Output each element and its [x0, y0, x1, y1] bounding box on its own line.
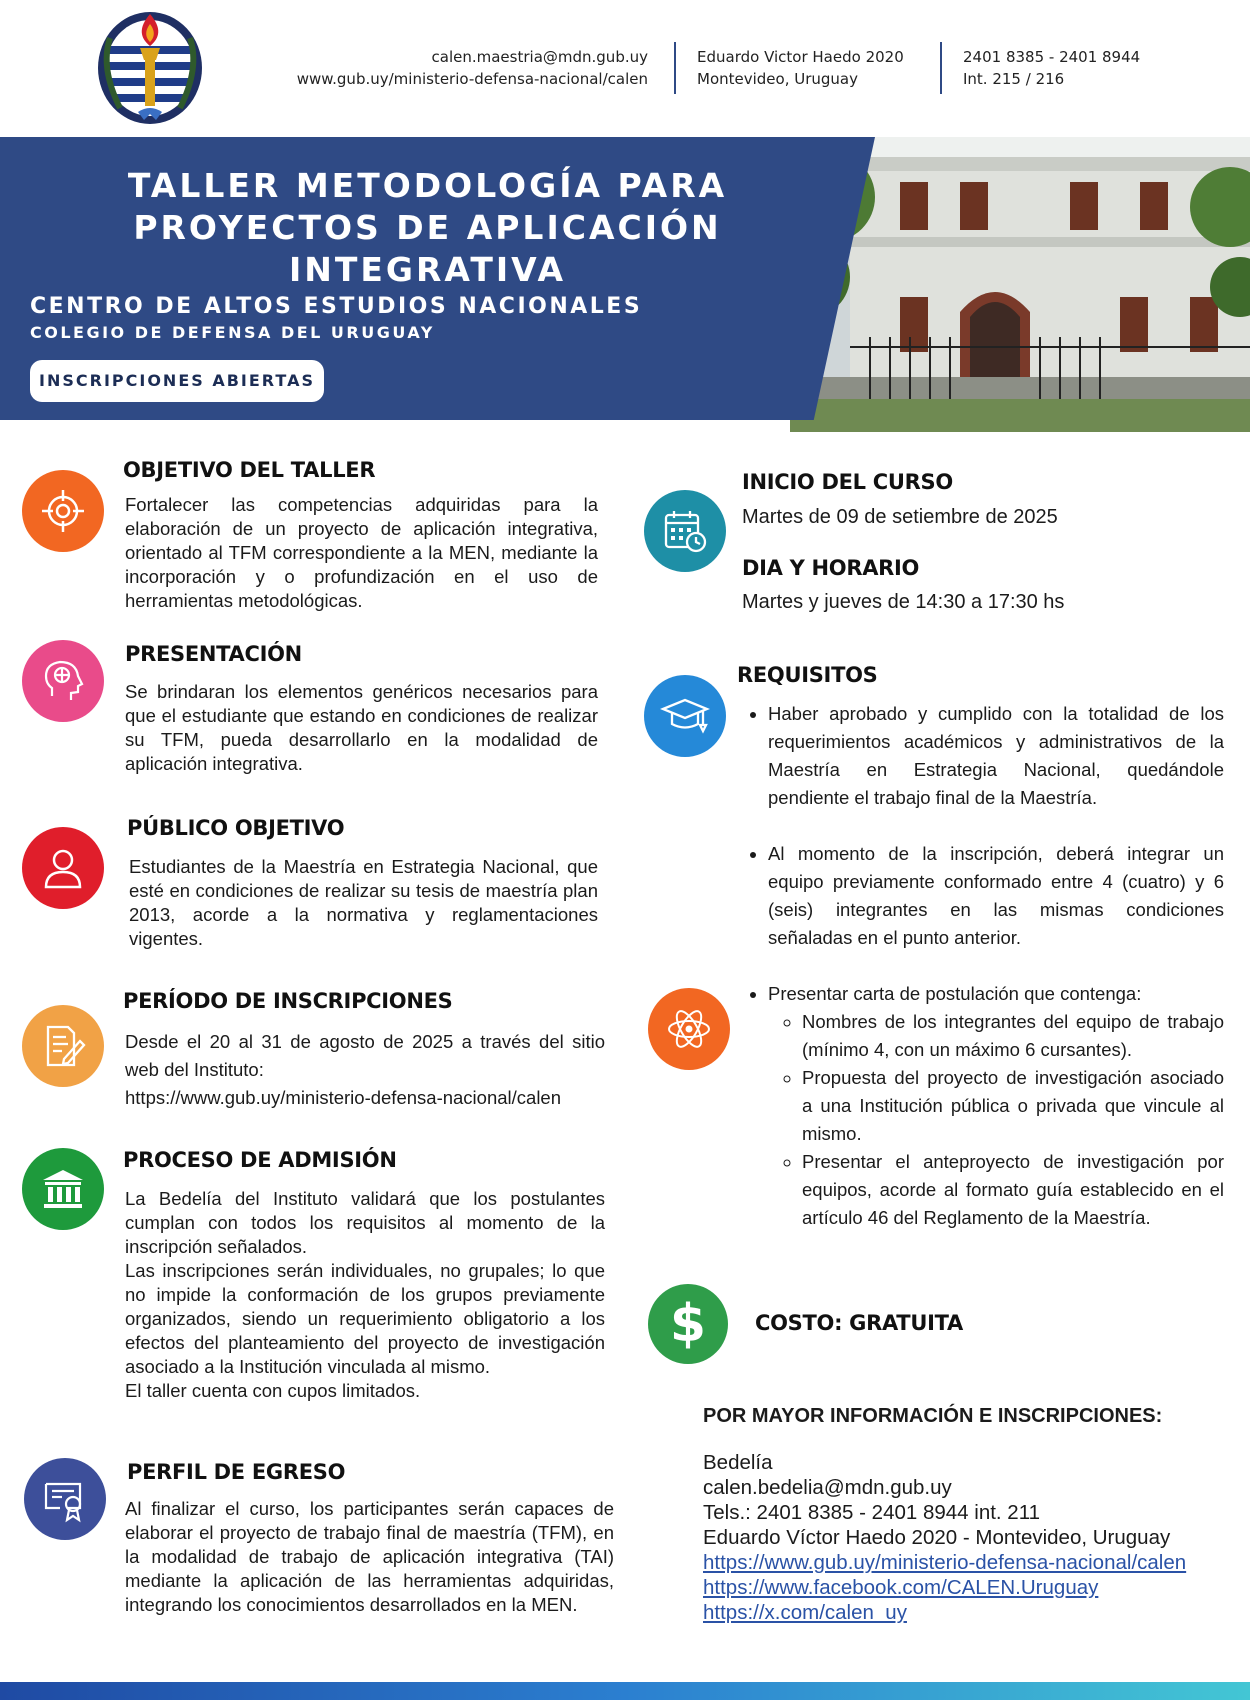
header-divider [674, 42, 676, 94]
contact-link-facebook[interactable]: https://www.facebook.com/CALEN.Uruguay [703, 1576, 1099, 1599]
admision-p3: El taller cuenta con cupos limitados. [125, 1380, 421, 1401]
presentacion-text: Se brindaran los elementos genéricos necesarios para que el estudiante que estando en condiciones de realizar su TFM, pueda desarrollarlo en la modalidad de aplicación integrativa. [125, 681, 598, 774]
header-divider [940, 42, 942, 94]
document-edit-icon [22, 1005, 104, 1087]
header-contact-web [240, 46, 648, 90]
footer-gradient-bar [0, 1682, 1250, 1700]
institution-name: CENTRO DE ALTOS ESTUDIOS NACIONALES [30, 294, 643, 319]
bank-icon [22, 1148, 104, 1230]
admision-text [125, 1187, 605, 1403]
objetivo-title: OBJETIVO DEL TALLER [123, 458, 376, 482]
horario-text: Martes y jueves de 14:30 a 17:30 hs [742, 591, 1065, 613]
inicio-text: Martes de 09 de setiembre de 2025 [742, 506, 1058, 528]
admision-p2: Las inscripciones serán individuales, no grupales; lo que no impide la conformación de los grupos previamente organizados, siendo un requerimiento obligatorio a los efectos del planteamiento del proyecto de investigación asociado a la Institución vinculada al mismo. [125, 1260, 605, 1377]
perfil-title: PERFIL DE EGRESO [127, 1460, 346, 1484]
contact-link-web[interactable]: https://www.gub.uy/ministerio-defensa-nacional/calen [703, 1551, 1187, 1574]
user-icon [22, 827, 104, 909]
header-phone-line2: Int. 215 / 216 [963, 70, 1065, 88]
title-line2: PROYECTOS DE APLICACIÓN INTEGRATIVA [133, 208, 722, 289]
header-address-line1: Eduardo Victor Haedo 2020 [697, 48, 904, 66]
contact-link-x[interactable]: https://x.com/calen_uy [703, 1601, 907, 1624]
page-title [10, 165, 845, 291]
brain-head-icon [22, 640, 104, 722]
requisito-item: • Al momento de la inscripción, deberá integrar un equipo previamente conformado entre 4 (cuatro) y 6 (seis) integrantes en las mismas condiciones señaladas en el punto anterior. [768, 840, 1224, 952]
requisito-subitem: ◦ Nombres de los integrantes del equipo de trabajo (mínimo 4, con un máximo 6 cursantes). [802, 1008, 1224, 1064]
header-phones [963, 46, 1203, 90]
contact-phone: Tels.: 2401 8385 - 2401 8944 int. 211 [703, 1501, 1040, 1524]
horario-title: DIA Y HORARIO [742, 556, 920, 580]
admision-title: PROCESO DE ADMISIÓN [123, 1148, 397, 1172]
contact-block [703, 1405, 1233, 1625]
perfil-text: Al finalizar el curso, los participantes serán capaces de elaborar el proyecto de trabajo final de maestría (TFM), en la modalidad de trabajo de aplicación integrativa (TAI) mediante la aplicación de las herramientas adquiridas, integrando los conocimientos desarrollados en la MEN. [125, 1498, 614, 1615]
graduation-cap-icon [644, 675, 726, 757]
periodo-url[interactable]: https://www.gub.uy/ministerio-defensa-nacional/calen [125, 1087, 562, 1108]
crest-logo [90, 8, 210, 128]
title-line1: TALLER METODOLOGÍA PARA [127, 166, 728, 205]
requisito-subitem: ◦ Presentar el anteproyecto de investigación por equipos, acorde al formato guía establecido en el artículo 46 del Reglamento de la Maestría. [802, 1148, 1224, 1232]
contact-title: POR MAYOR INFORMACIÓN E INSCRIPCIONES: [703, 1405, 1163, 1427]
contact-email[interactable]: calen.bedelia@mdn.gub.uy [703, 1476, 952, 1499]
publico-title: PÚBLICO OBJETIVO [127, 816, 345, 840]
admision-p1: La Bedelía del Instituto validará que los postulantes cumplan con todos los requisitos al momento de la inscripción señalados. [125, 1188, 605, 1257]
presentacion-title: PRESENTACIÓN [125, 642, 302, 666]
periodo-block [125, 1028, 605, 1112]
registration-badge: INSCRIPCIONES ABIERTAS [30, 360, 324, 402]
objetivo-text: Fortalecer las competencias adquiridas para la elaboración de un proyecto de aplicación integrativa, orientado al TFM correspondiente a la MEN, mediante la incorporación y o profundización en el uso de herramientas metodológicas. [125, 494, 598, 611]
college-name: COLEGIO DE DEFENSA DEL URUGUAY [30, 323, 435, 342]
requisitos-list [740, 700, 1224, 1232]
header-email[interactable]: calen.maestria@mdn.gub.uy [431, 48, 648, 66]
requisito-item [768, 980, 1224, 1232]
header-website[interactable]: www.gub.uy/ministerio-defensa-nacional/calen [296, 70, 648, 88]
atom-icon [648, 988, 730, 1070]
requisitos-title: REQUISITOS [737, 663, 878, 687]
header-address-line2: Montevideo, Uruguay [697, 70, 858, 88]
periodo-text: Desde el 20 al 31 de agosto de 2025 a través del sitio web del Instituto: [125, 1031, 605, 1080]
contact-office: Bedelía [703, 1451, 773, 1474]
target-icon [22, 470, 104, 552]
requisito-subitem: ◦ Propuesta del proyecto de investigación asociado a una Institución pública o privada que vincule al mismo. [802, 1064, 1224, 1148]
periodo-title: PERÍODO DE INSCRIPCIONES [123, 989, 453, 1013]
dollar-icon: $ [648, 1284, 728, 1364]
calendar-clock-icon [644, 490, 726, 572]
publico-text: Estudiantes de la Maestría en Estrategia Nacional, que esté en condiciones de realizar su tesis de maestría plan 2013, acorde a la normativa y reglamentaciones vigentes. [129, 856, 598, 949]
requisito-item: • Haber aprobado y cumplido con la totalidad de los requerimientos académicos y administrativos de la Maestría en Estrategia Nacional, quedándole pendiente el trabajo final de la Maestría. [768, 700, 1224, 812]
header-address [697, 46, 937, 90]
certificate-icon [24, 1458, 106, 1540]
requisito-item-label: Presentar carta de postulación que contenga: [768, 983, 1142, 1004]
header-phone-line1: 2401 8385 - 2401 8944 [963, 48, 1141, 66]
inicio-title: INICIO DEL CURSO [742, 470, 953, 494]
costo-label: COSTO: GRATUITA [755, 1311, 963, 1335]
contact-address: Eduardo Víctor Haedo 2020 - Montevideo, Uruguay [703, 1526, 1171, 1549]
